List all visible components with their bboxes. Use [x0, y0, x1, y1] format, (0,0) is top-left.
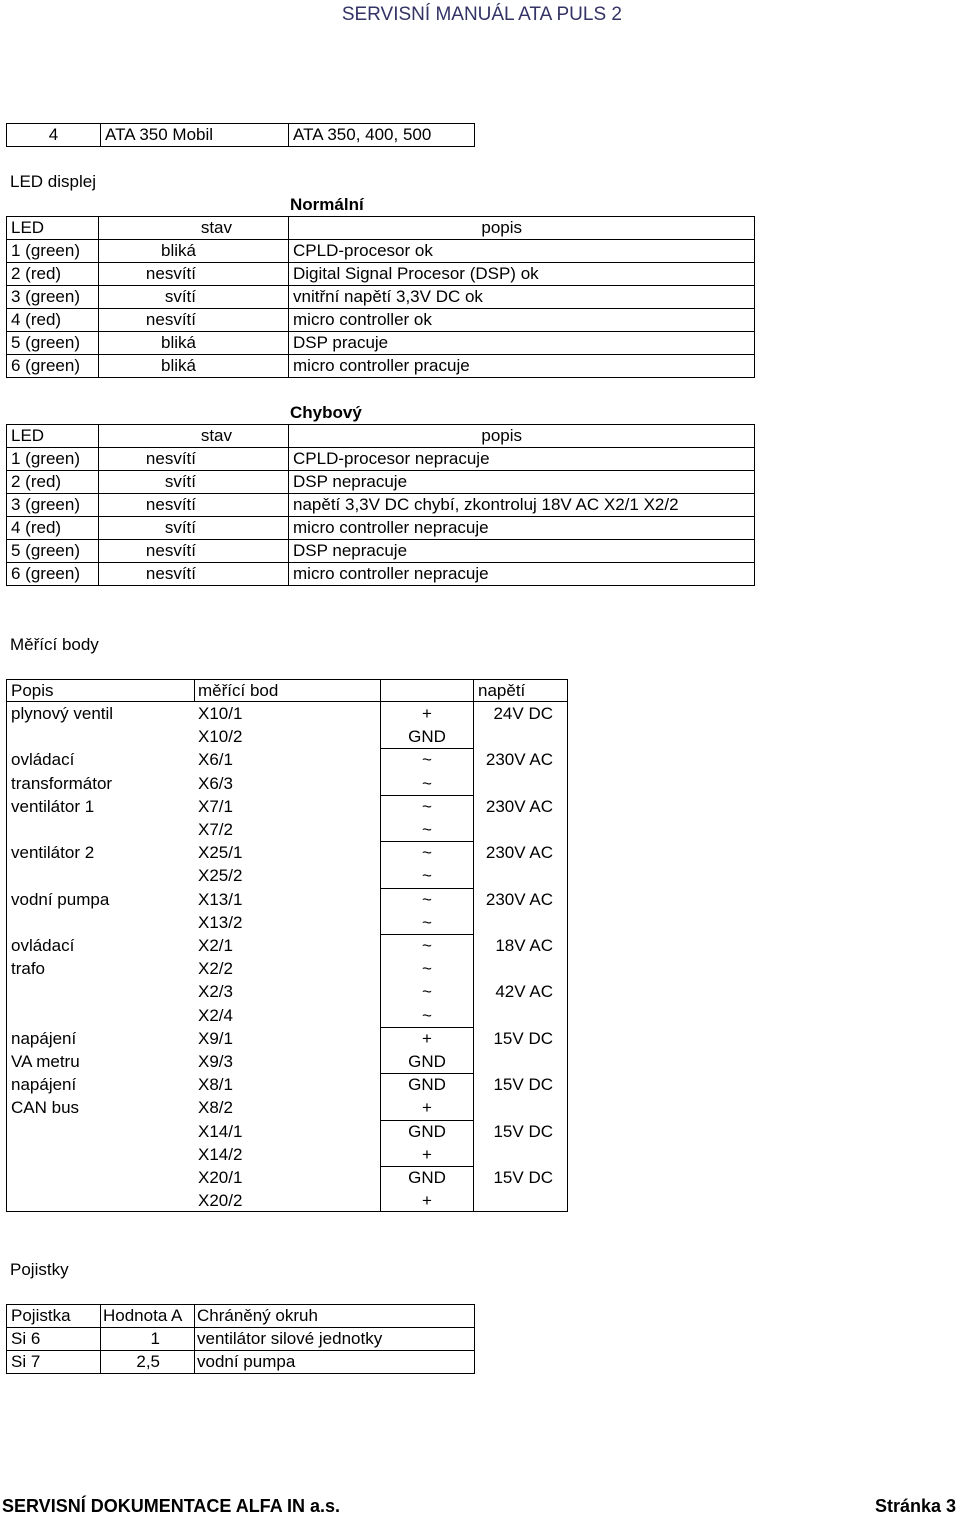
- state-cell: bliká: [99, 332, 289, 355]
- measure-point: X25/1: [198, 843, 243, 862]
- fuse-name-cell: Si 7: [7, 1351, 101, 1374]
- measure-polarity: ~: [422, 843, 432, 862]
- table-row: [7, 332, 755, 355]
- header-bod: měřící bod: [198, 681, 279, 700]
- measure-point: X2/2: [198, 959, 233, 978]
- state-cell: nesvítí: [99, 563, 289, 586]
- table-row: [7, 448, 755, 471]
- table-row: [7, 471, 755, 494]
- header-popis: Popis: [11, 681, 54, 700]
- measure-voltage: 24V DC: [493, 704, 553, 723]
- measure-point: X6/3: [198, 774, 233, 793]
- measure-polarity: ~: [422, 982, 432, 1001]
- footer-page-number: Stránka 3: [874, 1496, 956, 1516]
- table-row: [7, 1328, 475, 1351]
- state-cell: svítí: [99, 471, 289, 494]
- table-header-row: [7, 217, 755, 240]
- led-cell: 5 (green): [7, 332, 99, 355]
- measure-section-title: Měřící body: [10, 635, 99, 654]
- description-cell: micro controller ok: [289, 309, 755, 332]
- measure-point: X2/3: [198, 982, 233, 1001]
- header-pojistka: Pojistka: [7, 1305, 101, 1328]
- measure-polarity: GND: [408, 1168, 446, 1187]
- measure-voltage: 230V AC: [485, 890, 553, 909]
- measure-polarity: +: [422, 1191, 432, 1210]
- table-row: [7, 563, 755, 586]
- fuse-circuit-cell: vodní pumpa: [195, 1351, 475, 1374]
- measure-description: plynový ventil: [11, 704, 114, 723]
- state-cell: nesvítí: [99, 263, 289, 286]
- table-row: [7, 355, 755, 378]
- state-cell: svítí: [99, 517, 289, 540]
- models-table: [6, 123, 475, 147]
- header-popis: popis: [289, 425, 755, 448]
- measure-table: [6, 679, 568, 1212]
- led-cell: 4 (red): [7, 517, 99, 540]
- header-napeti: napětí: [478, 681, 526, 700]
- description-cell: DSP nepracuje: [289, 540, 755, 563]
- measure-description: vodní pumpa: [11, 890, 110, 909]
- description-cell: CPLD-procesor ok: [289, 240, 755, 263]
- measure-description: ovládací: [11, 936, 75, 955]
- measure-polarity: ~: [422, 774, 432, 793]
- models-col2: ATA 350, 400, 500: [289, 124, 475, 147]
- measure-point: X8/2: [198, 1098, 233, 1117]
- description-cell: napětí 3,3V DC chybí, zkontroluj 18V AC X2/1 X2/2: [289, 494, 755, 517]
- footer-company: SERVISNÍ DOKUMENTACE ALFA IN a.s.: [2, 1496, 341, 1516]
- measure-polarity: ~: [422, 820, 432, 839]
- measure-point: X20/2: [198, 1191, 243, 1210]
- description-cell: Digital Signal Procesor (DSP) ok: [289, 263, 755, 286]
- measure-polarity: GND: [408, 727, 446, 746]
- fuse-value-cell: 1: [101, 1328, 195, 1351]
- measure-point: X9/3: [198, 1052, 233, 1071]
- measure-polarity: ~: [422, 959, 432, 978]
- measure-voltage: 15V DC: [493, 1029, 553, 1048]
- measure-point: X10/1: [198, 704, 243, 723]
- header-okruh: Chráněný okruh: [195, 1305, 475, 1328]
- measure-description: ventilátor 2: [11, 843, 95, 862]
- measure-point: X13/1: [198, 890, 243, 909]
- measure-polarity: +: [422, 1098, 432, 1117]
- led-cell: 4 (red): [7, 309, 99, 332]
- measure-voltage: 15V DC: [493, 1122, 553, 1141]
- measure-point: X10/2: [198, 727, 243, 746]
- measure-polarity: ~: [422, 890, 432, 909]
- measure-point: X2/1: [198, 936, 233, 955]
- fuses-section-title: Pojistky: [10, 1260, 69, 1279]
- state-cell: nesvítí: [99, 448, 289, 471]
- measure-point: X14/2: [198, 1145, 243, 1164]
- models-number: 4: [7, 124, 101, 147]
- measure-point: X25/2: [198, 866, 243, 885]
- led-cell: 3 (green): [7, 286, 99, 309]
- measure-polarity: GND: [408, 1122, 446, 1141]
- measure-point: X6/1: [198, 750, 233, 769]
- state-cell: nesvítí: [99, 494, 289, 517]
- table-row: [7, 1351, 475, 1374]
- state-cell: bliká: [99, 355, 289, 378]
- description-cell: DSP pracuje: [289, 332, 755, 355]
- description-cell: vnitřní napětí 3,3V DC ok: [289, 286, 755, 309]
- measure-point: X7/1: [198, 797, 233, 816]
- header-stav: stav: [99, 425, 289, 448]
- led-cell: 6 (green): [7, 563, 99, 586]
- measure-polarity: ~: [422, 866, 432, 885]
- measure-polarity: +: [422, 704, 432, 723]
- measure-voltage: 42V AC: [495, 982, 553, 1001]
- led-cell: 1 (green): [7, 448, 99, 471]
- header-hodnota: Hodnota A: [101, 1305, 195, 1328]
- led-cell: 5 (green): [7, 540, 99, 563]
- measure-polarity: +: [422, 1145, 432, 1164]
- measure-description: transformátor: [11, 774, 113, 793]
- led-section-title: LED displej: [10, 172, 96, 191]
- measure-point: X14/1: [198, 1122, 243, 1141]
- measure-voltage: 15V DC: [493, 1168, 553, 1187]
- measure-description: VA metru: [11, 1052, 80, 1071]
- measure-voltage: 18V AC: [495, 936, 553, 955]
- measure-point: X8/1: [198, 1075, 233, 1094]
- measure-description: napájení: [11, 1075, 77, 1094]
- measure-polarity: GND: [408, 1052, 446, 1071]
- measure-voltage: 15V DC: [493, 1075, 553, 1094]
- state-cell: bliká: [99, 240, 289, 263]
- measure-voltage: 230V AC: [485, 750, 553, 769]
- measure-polarity: ~: [422, 913, 432, 932]
- measure-point: X20/1: [198, 1168, 243, 1187]
- led-cell: 2 (red): [7, 471, 99, 494]
- led-cell: 3 (green): [7, 494, 99, 517]
- measure-polarity: ~: [422, 750, 432, 769]
- normal-led-table: [6, 216, 755, 378]
- header-popis: popis: [289, 217, 755, 240]
- measure-point: X7/2: [198, 820, 233, 839]
- header-led: LED: [7, 217, 99, 240]
- header-stav: stav: [99, 217, 289, 240]
- table-row: [7, 263, 755, 286]
- description-cell: micro controller pracuje: [289, 355, 755, 378]
- fuse-name-cell: Si 6: [7, 1328, 101, 1351]
- measure-voltage: 230V AC: [485, 843, 553, 862]
- state-cell: nesvítí: [99, 540, 289, 563]
- description-cell: micro controller nepracuje: [289, 517, 755, 540]
- measure-description: ovládací: [11, 750, 75, 769]
- error-table-title: Chybový: [290, 403, 362, 422]
- page-header-title: SERVISNÍ MANUÁL ATA PULS 2: [341, 4, 622, 25]
- measure-polarity: ~: [422, 936, 432, 955]
- led-cell: 6 (green): [7, 355, 99, 378]
- fuses-table: [6, 1304, 475, 1374]
- fuse-value-cell: 2,5: [101, 1351, 195, 1374]
- models-col1: ATA 350 Mobil: [101, 124, 289, 147]
- table-row: [7, 540, 755, 563]
- table-header-row: [7, 425, 755, 448]
- measure-polarity: ~: [422, 797, 432, 816]
- table-row: [7, 309, 755, 332]
- measure-description: trafo: [11, 959, 46, 978]
- measure-polarity: ~: [422, 1006, 432, 1025]
- measure-description: CAN bus: [11, 1098, 80, 1117]
- measure-point: X9/1: [198, 1029, 233, 1048]
- header-led: LED: [7, 425, 99, 448]
- measure-point: X13/2: [198, 913, 243, 932]
- table-row: [7, 286, 755, 309]
- table-row: [7, 494, 755, 517]
- state-cell: nesvítí: [99, 309, 289, 332]
- measure-voltage: 230V AC: [485, 797, 553, 816]
- table-header-row: [7, 1305, 475, 1328]
- measure-polarity: GND: [408, 1075, 446, 1094]
- description-cell: micro controller nepracuje: [289, 563, 755, 586]
- fuse-circuit-cell: ventilátor silové jednotky: [195, 1328, 475, 1351]
- measure-description: napájení: [11, 1029, 77, 1048]
- error-led-table: [6, 424, 755, 586]
- table-row: [7, 240, 755, 263]
- normal-table-title: Normální: [290, 195, 364, 214]
- measure-description: ventilátor 1: [11, 797, 95, 816]
- state-cell: svítí: [99, 286, 289, 309]
- measure-point: X2/4: [198, 1006, 233, 1025]
- description-cell: CPLD-procesor nepracuje: [289, 448, 755, 471]
- table-row: [7, 517, 755, 540]
- measure-polarity: +: [422, 1029, 432, 1048]
- led-cell: 1 (green): [7, 240, 99, 263]
- led-cell: 2 (red): [7, 263, 99, 286]
- description-cell: DSP nepracuje: [289, 471, 755, 494]
